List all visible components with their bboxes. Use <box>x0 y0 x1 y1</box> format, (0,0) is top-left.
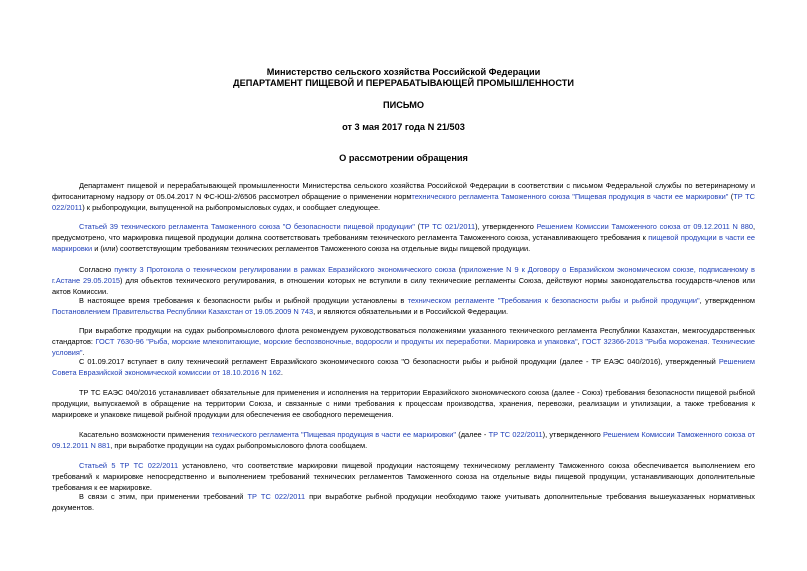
paragraph <box>52 264 755 298</box>
document-link[interactable]: техническом регламенте "Требования к безопасности рыбы и рыбной продукции" <box>407 296 700 305</box>
department-title: ДЕПАРТАМЕНТ ПИЩЕВОЙ И ПЕРЕРАБАТЫВАЮЩЕЙ ПРОМЫШЛЕННОСТИ <box>233 78 574 88</box>
paragraph-text: ), утвержденного <box>475 222 537 231</box>
paragraph-text: ( <box>414 222 421 231</box>
paragraph-text: , предусмотрено, что маркировка пищевой продукции должна соответствовать требованиям технического регламента Таможенного союза, устанавливающего требования к <box>52 222 755 243</box>
paragraph-text: , при выработке продукции на судах рыбопромыслового флота сообщаем. <box>110 441 368 451</box>
document-link[interactable]: Решением Комиссии Таможенного союза от 09.12.2011 N 881 <box>52 430 755 451</box>
paragraph-text: . <box>280 368 283 378</box>
paragraph-text: В связи с этим, при применении требований <box>79 492 248 501</box>
paragraph-text: ( <box>455 265 462 274</box>
document-link[interactable]: Статьей 5 ТР ТС 022/2011 <box>79 461 179 470</box>
paragraph-text: Департамент пищевой и перерабатывающей промышленности Министерства сельского хозяйства Российской Федерации в соответствии с письмом Федеральной службы по ветеринарному и фитосанитарному надзору от 05.04.2017 N ФС-ЮШ-2/6506 рассмотрел обращение о применении норм <box>52 181 755 202</box>
paragraph <box>52 356 755 378</box>
document-link[interactable]: ТР ТС 022/2011 <box>488 430 543 439</box>
paragraph-text: , <box>577 337 583 347</box>
document-link[interactable]: Постановлением Правительства Республики Казахстан от 19.05.2009 N 743 <box>52 307 314 317</box>
paragraph <box>52 387 755 421</box>
paragraph-text: В настоящее время требования к безопасности рыбы и рыбной продукции установлены в <box>79 296 408 305</box>
paragraph-text: установлено, что соответствие маркировки пищевой продукции настоящему техническому регламенту Таможенного союза обеспечивается выполнением его требований к маркировке непосредственно и выполнением требований технических регламентов Таможенного союза на отдельные виды пищевой продукции, устанавливающих дополнительные требования к ее маркировке. <box>52 461 755 493</box>
ministry-title: Министерство сельского хозяйства Российской Федерации <box>266 67 541 77</box>
paragraph <box>52 491 755 513</box>
paragraph-text: Касательно возможности применения <box>79 430 212 439</box>
document-link[interactable]: ТР ТС 022/2011 <box>52 192 756 213</box>
paragraph-text: . <box>82 348 85 358</box>
paragraph-text: ) к рыбопродукции, выпущенной на рыбопромысловых судах, и сообщает следующее. <box>82 203 381 213</box>
paragraph <box>52 429 755 451</box>
document-link[interactable]: приложение N 9 к Договору о Евразийском экономическом союзе, подписанному в г.Астане 29.05.2015 <box>52 265 755 286</box>
document-subject: О рассмотрении обращения <box>339 153 468 163</box>
document-link[interactable]: ТР ТС 022/2011 <box>247 492 306 501</box>
paragraph-text: и (или) соответствующим требованиям технических регламентов Таможенного союза на отдельные виды пищевой продукции. <box>92 244 531 254</box>
document-link[interactable]: Решением Совета Евразийской экономической комиссии от 18.10.2016 N 162 <box>52 357 755 378</box>
paragraph-text: С 01.09.2017 вступает в силу технический регламент Евразийского экономического союза "О безопасности рыбы и рыбной продукции (далее - ТР ЕАЭС 040/2016), утвержденный <box>79 357 719 366</box>
document-link[interactable]: Решением Комиссии Таможенного союза от 09.12.2011 N 880 <box>536 222 753 231</box>
document-date-number: от 3 мая 2017 года N 21/503 <box>342 122 465 132</box>
document-link[interactable]: Статьей 39 технического регламента Таможенного союза "О безопасности пищевой продукции" <box>79 222 415 231</box>
paragraph-text: при выработке рыбной продукции необходимо также учитывать дополнительные требования вышеуказанных нормативных документов. <box>52 492 755 513</box>
document-link[interactable]: пункту 3 Протокола о техническом регулировании в рамках Евразийского экономического союза <box>114 265 456 274</box>
paragraph-text: Согласно <box>79 265 115 274</box>
paragraph-text: При выработке продукции на судах рыбопромыслового флота рекомендуем руководствоваться положениями указанного технического регламента Республики Казахстан, межгосударственных стандартов: <box>52 326 755 347</box>
paragraph <box>52 325 755 359</box>
document-type: ПИСЬМО <box>382 100 425 110</box>
paragraph-text: , утвержденном <box>699 296 755 305</box>
paragraph <box>52 295 755 317</box>
document-link[interactable]: технического регламента Таможенного союза "Пищевая продукция в части ее маркировки" <box>411 192 729 202</box>
document-link[interactable]: ГОСТ 32366-2013 "Рыба мороженая. Технические условия" <box>52 337 755 358</box>
paragraph <box>52 180 755 214</box>
paragraph-text: (далее - <box>456 430 489 439</box>
paragraph-text: ТР ТС ЕАЭС 040/2016 устанавливает обязательные для применения и исполнения на территории Евразийского экономического союза (далее - Союз) требования безопасности пищевой рыбной продукции, выпускаемой в обращение на территории Союза, и связанные с ними требования к процессам производства, хранения, перевозки, реализации и утилизации, а также требования к маркировке и упаковке пищевой рыбной продукции для обеспечения ее свободного перемещения. <box>52 388 755 420</box>
paragraph-text: ), утвержденного <box>542 430 604 439</box>
paragraph-text: ) для объектов технического регулирования, в отношении которых не вступили в силу технические регламенты Союза, действуют нормы законодательства государств-членов или актов Комиссии. <box>52 276 755 297</box>
document-link[interactable]: ГОСТ 7630-96 "Рыба, морские млекопитающие, морские беспозвоночные, водоросли и продукты их переработки. Маркировка и упаковка" <box>95 337 578 347</box>
document-link[interactable]: технического регламента "Пищевая продукция в части ее маркировки" <box>211 430 457 439</box>
paragraph-text: ( <box>728 192 734 202</box>
document-link[interactable]: пищевой продукции в части ее маркировки <box>52 233 755 254</box>
document-link[interactable]: ТР ТС 021/2011 <box>420 222 476 231</box>
paragraph <box>52 221 755 255</box>
paragraph-text: , и являются обязательными и в Российской Федерации. <box>313 307 509 317</box>
paragraph <box>52 460 755 494</box>
